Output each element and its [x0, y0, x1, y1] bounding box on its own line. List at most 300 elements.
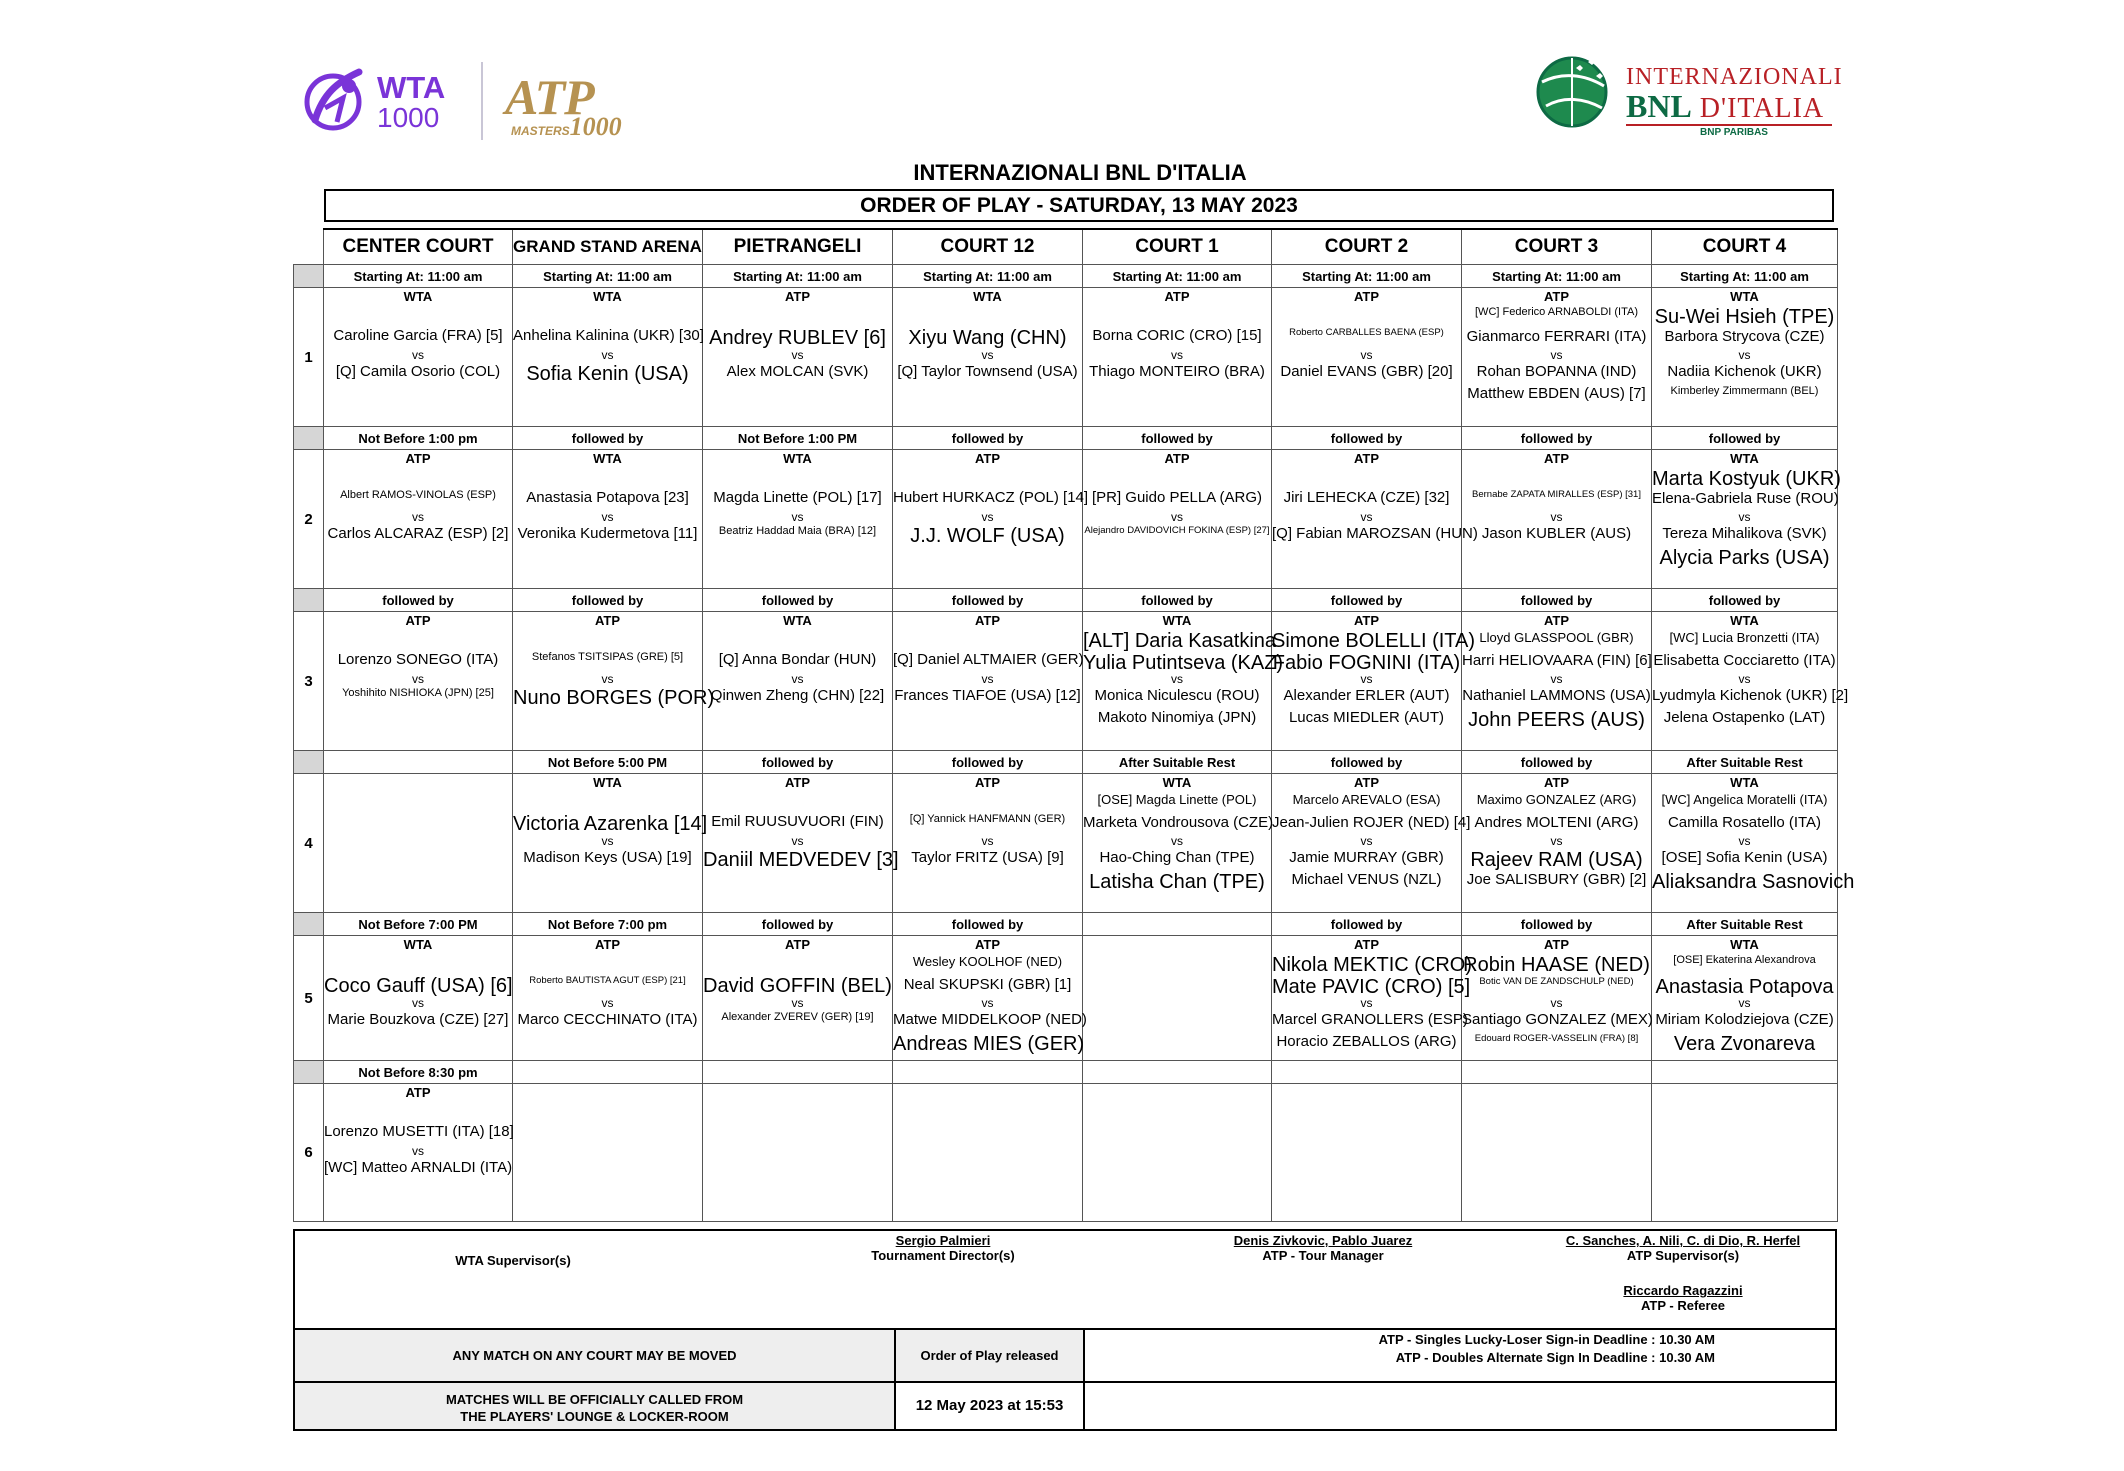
- start-time-cell: followed by: [1652, 427, 1838, 450]
- tour-label: ATP: [1543, 289, 1570, 304]
- match-cell: [513, 936, 703, 1061]
- tour-label: ATP: [784, 775, 811, 790]
- tour-label: ATP: [594, 937, 621, 952]
- match-cell: [703, 1084, 893, 1222]
- match-row: [294, 774, 1838, 913]
- match-cell: [703, 288, 893, 427]
- match-lines: [1462, 953, 1651, 1060]
- released-label-box: [894, 1328, 1085, 1383]
- wta-supervisor-label: WTA Supervisor(s): [455, 1253, 571, 1268]
- start-time-cell: followed by: [893, 751, 1083, 774]
- round-info-row: [294, 427, 1838, 450]
- versus-label: vs: [981, 996, 994, 1010]
- notice-called-line2: THE PLAYERS' LOUNGE & LOCKER-ROOM: [460, 1409, 729, 1424]
- tournament-director: [763, 1233, 1123, 1263]
- player-one: [PR] Guido PELLA (ARG): [1091, 489, 1263, 506]
- match-cell: [1462, 1084, 1652, 1222]
- versus-label: vs: [981, 348, 994, 362]
- match-cell: [893, 936, 1087, 1061]
- atp-masters-1000-logo: [505, 68, 635, 141]
- versus-label: vs: [981, 672, 994, 686]
- match-lines: [1272, 953, 1473, 1060]
- match-cell: [1083, 612, 1284, 751]
- versus-label: vs: [791, 834, 804, 848]
- player-two: Alex MOLCAN (SVK): [726, 363, 869, 380]
- match-cell-inner: [1272, 450, 1478, 588]
- team-one-player-b: Elisabetta Cocciaretto (ITA): [1653, 652, 1836, 669]
- team-two-player-a: Nathaniel LAMMONS (USA): [1462, 687, 1651, 704]
- tour-label: ATP: [1164, 451, 1190, 466]
- team-two-player-b: Alycia Parks (USA): [1659, 547, 1830, 569]
- round-info-spacer: [294, 913, 324, 936]
- start-time-cell: followed by: [703, 913, 893, 936]
- match-cell-inner: [1652, 612, 1849, 750]
- tour-label: ATP: [405, 1085, 431, 1100]
- versus-label: vs: [1738, 996, 1751, 1010]
- wta-player-icon: [303, 64, 373, 136]
- footer: [293, 1229, 1837, 1431]
- round-info-row: [294, 913, 1838, 936]
- start-time-cell: Not Before 1:00 pm: [324, 427, 513, 450]
- match-lines: [513, 791, 708, 912]
- team-one-player-b: Gianmarco FERRARI (ITA): [1466, 328, 1647, 345]
- player-one: Bernabe ZAPATA MIRALLES (ESP) [31]: [1472, 489, 1641, 500]
- team-one-player-b: Camilla Rosatello (ITA): [1667, 814, 1822, 831]
- match-lines: [893, 791, 1082, 912]
- versus-label: vs: [791, 348, 804, 362]
- match-cell: [1083, 450, 1272, 589]
- atp-supervisors-label: ATP Supervisor(s): [1626, 1248, 1740, 1263]
- start-time-cell: followed by: [893, 427, 1083, 450]
- team-one-player-a: Maximo GONZALEZ (ARG): [1476, 792, 1637, 807]
- match-lines: [513, 467, 702, 588]
- team-two-player-a: Lyudmyla Kichenok (UKR) [2]: [1652, 687, 1849, 704]
- tour-label: ATP: [1353, 613, 1380, 628]
- match-cell-inner: [893, 774, 1082, 912]
- player-two: Jason KUBLER (AUS): [1481, 525, 1632, 542]
- document-title: INTERNAZIONALI BNL D'ITALIA: [913, 160, 1247, 185]
- round-number: 3: [294, 612, 324, 751]
- start-time-cell: [1272, 1061, 1462, 1084]
- match-lines: [1652, 305, 1837, 426]
- versus-label: vs: [1738, 834, 1751, 848]
- match-cell: [324, 774, 513, 913]
- match-lines: [1083, 305, 1271, 426]
- match-cell-inner: [1083, 774, 1274, 912]
- team-two-player-b: Matthew EBDEN (AUS) [7]: [1467, 385, 1646, 402]
- match-lines: [1652, 467, 1841, 588]
- player-two: Beatriz Haddad Maia (BRA) [12]: [718, 525, 877, 537]
- tour-label: ATP: [1543, 613, 1570, 628]
- team-one-player-a: Lloyd GLASSPOOL (GBR): [1479, 630, 1634, 645]
- match-lines: [324, 629, 512, 750]
- team-two-player-b: Horacio ZEBALLOS (ARG): [1276, 1033, 1457, 1050]
- match-row: [294, 936, 1838, 1061]
- wta-1000-logo: [303, 64, 463, 140]
- match-cell: [1272, 612, 1476, 751]
- grid-body: [294, 265, 1855, 1222]
- match-cell-inner: [1462, 774, 1651, 912]
- round-info-row: [294, 751, 1838, 774]
- tour-label: WTA: [1730, 451, 1759, 466]
- notice-move: ANY MATCH ON ANY COURT MAY BE MOVED: [452, 1348, 737, 1363]
- team-one-player-b: Anastasia Potapova: [1655, 976, 1834, 998]
- match-cell-inner: [513, 1084, 702, 1221]
- match-lines: [513, 953, 702, 1060]
- start-time-cell: Not Before 7:00 PM: [324, 913, 513, 936]
- bnl-logo-line3: BNP PARIBAS: [1700, 127, 1768, 138]
- bnl-logo-rule: [1626, 124, 1832, 126]
- round-info-spacer: [294, 427, 324, 450]
- team-one-player-a: [WC] Angelica Moratelli (ITA): [1661, 792, 1828, 807]
- versus-label: vs: [1738, 348, 1751, 362]
- team-one-player-a: [OSE] Ekaterina Alexandrova: [1673, 954, 1816, 966]
- team-two-player-a: Miriam Kolodziejova (CZE): [1655, 1011, 1834, 1028]
- match-cell-inner: [1083, 450, 1271, 588]
- released-value-box: [894, 1381, 1085, 1431]
- player-one: Hubert HURKACZ (POL) [14]: [893, 489, 1089, 506]
- player-two: [Q] Taylor Townsend (USA): [897, 363, 1078, 380]
- match-cell-inner: [893, 288, 1082, 426]
- tour-label: WTA: [403, 937, 433, 952]
- court-header: COURT 4: [1652, 229, 1838, 265]
- notice-box-1: [293, 1328, 896, 1383]
- court-header: CENTER COURT: [324, 229, 513, 265]
- match-cell: [1652, 288, 1838, 427]
- team-one-player-b: Elena-Gabriela Ruse (ROU): [1652, 490, 1839, 507]
- team-two-player-a: Nadiia Kichenok (UKR): [1667, 363, 1822, 380]
- player-two: Alexander ZVEREV (GER) [19]: [721, 1011, 874, 1023]
- tour-label: WTA: [783, 613, 812, 628]
- match-cell: [1083, 288, 1272, 427]
- match-cell-inner: [1272, 936, 1473, 1060]
- versus-label: vs: [1550, 672, 1563, 686]
- tour-label: ATP: [1543, 451, 1570, 466]
- match-lines: [1652, 629, 1849, 750]
- player-two: [Q] Camila Osorio (COL): [335, 363, 501, 380]
- match-cell: [324, 288, 513, 427]
- team-one-player-a: [ALT] Daria Kasatkina: [1083, 630, 1277, 652]
- atp-supervisors-names: C. Sanches, A. Nili, C. di Dio, R. Herfel: [1565, 1233, 1801, 1248]
- match-row: [294, 450, 1838, 589]
- team-one-player-a: Su-Wei Hsieh (TPE): [1654, 306, 1835, 328]
- team-one-player-a: [WC] Federico ARNABOLDI (ITA): [1475, 306, 1638, 318]
- notice-called-line1: MATCHES WILL BE OFFICIALLY CALLED FROM: [445, 1392, 744, 1407]
- referee-label: ATP - Referee: [1640, 1298, 1726, 1313]
- versus-label: vs: [601, 348, 614, 362]
- tour-manager: [1133, 1233, 1513, 1263]
- player-one: Emil RUUSUVUORI (FIN): [711, 813, 884, 830]
- tour-label: ATP: [1353, 937, 1380, 952]
- match-cell: [1083, 774, 1272, 913]
- start-time-cell: followed by: [324, 589, 513, 612]
- match-lines: [1083, 467, 1271, 588]
- match-cell: [513, 1084, 703, 1222]
- match-cell-inner: [1462, 1084, 1651, 1221]
- team-one-player-b: Botic VAN DE ZANDSCHULP (NED): [1479, 976, 1634, 987]
- player-one: Borna CORIC (CRO) [15]: [1092, 327, 1262, 344]
- versus-label: vs: [791, 672, 804, 686]
- player-one: Anhelina Kalinina (UKR) [30]: [513, 327, 704, 344]
- atp-supervisors: [1503, 1233, 1863, 1313]
- match-cell-inner: [893, 450, 1089, 588]
- court-header: COURT 1: [1083, 229, 1272, 265]
- team-one-player-a: Marta Kostyuk (UKR): [1652, 468, 1841, 490]
- start-time-cell: followed by: [1272, 427, 1462, 450]
- match-cell-inner: [1462, 612, 1651, 750]
- versus-label: vs: [1171, 510, 1183, 524]
- start-time-cell: [1083, 1061, 1272, 1084]
- player-two: Veronika Kudermetova [11]: [517, 525, 698, 542]
- match-cell-inner: [324, 612, 512, 750]
- versus-label: vs: [412, 672, 424, 686]
- match-lines: [1272, 305, 1461, 426]
- wta-logo-number: 1000: [377, 102, 440, 133]
- start-time-cell: [324, 751, 513, 774]
- versus-label: vs: [981, 510, 994, 524]
- match-cell-inner: [1652, 936, 1837, 1060]
- tour-label: WTA: [1162, 613, 1192, 628]
- player-two: [WC] Matteo ARNALDI (ITA): [324, 1159, 513, 1176]
- player-two: Alejandro DAVIDOVICH FOKINA (ESP) [27]: [1084, 525, 1270, 536]
- match-lines: [324, 953, 512, 1060]
- versus-label: vs: [981, 834, 994, 848]
- match-cell-inner: [513, 450, 702, 588]
- match-cell: [324, 936, 513, 1061]
- team-two-player-a: Jamie MURRAY (GBR): [1289, 849, 1444, 866]
- versus-label: vs: [791, 510, 804, 524]
- match-row: [294, 1084, 1838, 1222]
- match-lines: [1462, 629, 1651, 750]
- team-two-player-a: Marcel GRANOLLERS (ESP): [1272, 1011, 1468, 1028]
- match-cell-inner: [1652, 774, 1855, 912]
- match-lines: [1652, 953, 1837, 1060]
- match-row: [294, 288, 1838, 427]
- team-two-player-b: Andreas MIES (GER): [893, 1033, 1085, 1055]
- match-cell-inner: [703, 774, 899, 912]
- player-one: Victoria Azarenka [14]: [513, 813, 708, 835]
- player-one: [Q] Anna Bondar (HUN): [718, 651, 877, 668]
- tour-label: ATP: [405, 613, 431, 628]
- start-time-cell: Starting At: 11:00 am: [513, 265, 703, 288]
- match-cell: [1272, 936, 1473, 1061]
- blank-footer-box: [1083, 1381, 1837, 1431]
- player-two: Qinwen Zheng (CHN) [22]: [710, 687, 885, 704]
- start-time-cell: [513, 1061, 703, 1084]
- bnl-logo-line2: BNL D'ITALIA: [1626, 88, 1825, 124]
- match-cell: [513, 288, 703, 427]
- team-one-player-b: Neal SKUPSKI (GBR) [1]: [903, 976, 1072, 993]
- versus-label: vs: [791, 996, 804, 1010]
- player-two: [Q] Fabian MAROZSAN (HUN): [1272, 525, 1478, 542]
- corner-cell: [294, 229, 324, 265]
- match-cell: [703, 774, 899, 913]
- team-one-player-b: Harri HELIOVAARA (FIN) [6]: [1462, 652, 1652, 669]
- player-one: Anastasia Potapova [23]: [526, 489, 689, 506]
- match-cell-inner: [324, 774, 512, 912]
- match-cell: [513, 450, 703, 589]
- versus-label: vs: [1360, 510, 1373, 524]
- match-cell: [1083, 1084, 1272, 1222]
- start-time-cell: After Suitable Rest: [1652, 913, 1838, 936]
- tour-label: ATP: [594, 613, 621, 628]
- team-one-player-b: Jean-Julien ROJER (NED) [4]: [1272, 814, 1471, 831]
- versus-label: vs: [1550, 510, 1563, 524]
- start-time-cell: Not Before 5:00 PM: [513, 751, 703, 774]
- match-lines: [703, 467, 892, 588]
- team-two-player-b: Makoto Ninomiya (JPN): [1097, 709, 1257, 726]
- match-cell: [703, 450, 893, 589]
- tour-label: WTA: [783, 451, 812, 466]
- match-lines: [513, 629, 715, 750]
- tournament-director-label: Tournament Director(s): [871, 1248, 1015, 1263]
- player-two: Sofia Kenin (USA): [526, 363, 689, 385]
- team-two-player-b: Michael VENUS (NZL): [1291, 871, 1442, 888]
- match-cell-inner: [1272, 288, 1461, 426]
- start-time-cell: Not Before 7:00 pm: [513, 913, 703, 936]
- match-cell-inner: [1462, 288, 1651, 426]
- team-two-player-b: Aliaksandra Sasnovich: [1652, 871, 1855, 893]
- match-lines: [1272, 467, 1478, 588]
- start-time-cell: followed by: [1652, 589, 1838, 612]
- team-one-player-a: Wesley KOOLHOF (NED): [912, 954, 1063, 969]
- match-cell-inner: [703, 450, 892, 588]
- team-one-player-a: Nikola MEKTIC (CRO): [1272, 954, 1473, 976]
- match-lines: [893, 629, 1082, 750]
- round-number: 1: [294, 288, 324, 427]
- match-cell-inner: [1083, 1084, 1271, 1221]
- match-cell: [513, 774, 708, 913]
- player-two: Daniel EVANS (GBR) [20]: [1280, 363, 1453, 380]
- round-info-row: [294, 1061, 1838, 1084]
- tour-label: ATP: [974, 937, 1001, 952]
- match-cell-inner: [703, 288, 892, 426]
- tour-label: ATP: [1543, 775, 1570, 790]
- match-row: [294, 612, 1838, 751]
- round-info-spacer: [294, 265, 324, 288]
- round-info-spacer: [294, 751, 324, 774]
- versus-label: vs: [412, 1144, 424, 1158]
- match-lines: [324, 305, 512, 426]
- match-cell-inner: [1272, 774, 1471, 912]
- match-lines: [1652, 791, 1855, 912]
- start-time-cell: [1652, 1061, 1838, 1084]
- tour-label: WTA: [1730, 775, 1759, 790]
- start-time-cell: Not Before 8:30 pm: [324, 1061, 513, 1084]
- versus-label: vs: [412, 510, 424, 524]
- player-two: Taylor FRITZ (USA) [9]: [911, 849, 1064, 866]
- start-time-cell: Starting At: 11:00 am: [324, 265, 513, 288]
- match-cell-inner: [703, 612, 892, 750]
- player-two: Thiago MONTEIRO (BRA): [1089, 363, 1265, 380]
- match-cell: [893, 288, 1083, 427]
- deadline-box: [1083, 1328, 1837, 1383]
- bnl-logo-line1: INTERNAZIONALI: [1626, 64, 1843, 90]
- match-cell: [1462, 450, 1652, 589]
- match-cell: [324, 450, 513, 589]
- start-time-cell: followed by: [1083, 589, 1272, 612]
- match-cell-inner: [513, 612, 715, 750]
- tour-label: ATP: [405, 451, 431, 466]
- match-lines: [893, 305, 1082, 426]
- tour-label: ATP: [784, 937, 811, 952]
- player-one: Lorenzo SONEGO (ITA): [337, 651, 499, 668]
- versus-label: vs: [1738, 672, 1751, 686]
- player-two: Yoshihito NISHIOKA (JPN) [25]: [342, 687, 494, 699]
- player-two: Daniil MEDVEDEV [3]: [703, 849, 899, 871]
- match-cell: [1272, 1084, 1462, 1222]
- round-number: 2: [294, 450, 324, 589]
- logo-divider: [481, 62, 483, 140]
- round-number: 6: [294, 1084, 324, 1222]
- round-info-row: [294, 265, 1838, 288]
- match-lines: [703, 305, 892, 426]
- team-two-player-b: John PEERS (AUS): [1468, 709, 1645, 731]
- round-info-spacer: [294, 1061, 324, 1084]
- match-cell: [324, 1084, 513, 1222]
- tour-label: ATP: [974, 613, 1001, 628]
- versus-label: vs: [1171, 672, 1183, 686]
- match-cell-inner: [703, 1084, 892, 1221]
- versus-label: vs: [601, 834, 614, 848]
- player-one: [Q] Yannick HANFMANN (GER): [909, 813, 1066, 825]
- wta-logo-word: WTA: [377, 70, 446, 105]
- versus-label: vs: [1738, 510, 1751, 524]
- player-one: Albert RAMOS-VINOLAS (ESP): [340, 489, 496, 501]
- start-time-cell: followed by: [1462, 751, 1652, 774]
- match-cell-inner: [1083, 612, 1284, 750]
- start-time-cell: followed by: [1083, 427, 1272, 450]
- released-value: 12 May 2023 at 15:53: [915, 1397, 1064, 1414]
- match-cell: [893, 774, 1083, 913]
- match-cell-inner: [1652, 288, 1837, 426]
- tour-label: WTA: [1730, 289, 1759, 304]
- match-cell: [513, 612, 715, 751]
- start-time-cell: After Suitable Rest: [1652, 751, 1838, 774]
- atp-logo-sub: MASTERS1000: [511, 112, 622, 141]
- match-cell-inner: [1272, 612, 1476, 750]
- order-of-play-grid: [293, 228, 1855, 1222]
- tour-label: ATP: [1353, 775, 1380, 790]
- tour-label: WTA: [1730, 613, 1759, 628]
- match-cell: [893, 450, 1089, 589]
- tour-label: ATP: [974, 775, 1001, 790]
- atp-logo-mark: ATP: [505, 69, 594, 125]
- team-one-player-b: Yulia Putintseva (KAZ): [1083, 652, 1284, 674]
- versus-label: vs: [1550, 996, 1563, 1010]
- match-cell: [1652, 774, 1855, 913]
- player-one: [Q] Daniel ALTMAIER (GER): [893, 651, 1084, 668]
- versus-label: vs: [1171, 348, 1183, 362]
- player-one: Lorenzo MUSETTI (ITA) [18]: [324, 1123, 514, 1140]
- tour-label: WTA: [1730, 937, 1759, 952]
- start-time-cell: followed by: [1462, 589, 1652, 612]
- versus-label: vs: [601, 510, 614, 524]
- match-cell-inner: [513, 774, 708, 912]
- tour-label: ATP: [1164, 289, 1190, 304]
- tour-label: ATP: [784, 289, 811, 304]
- player-one: Stefanos TSITSIPAS (GRE) [5]: [531, 651, 684, 663]
- tour-label: WTA: [593, 451, 622, 466]
- match-cell: [1462, 774, 1652, 913]
- team-one-player-a: Simone BOLELLI (ITA): [1272, 630, 1476, 652]
- team-two-player-a: Santiago GONZALEZ (MEX): [1462, 1011, 1653, 1028]
- start-time-cell: [893, 1061, 1083, 1084]
- start-time-cell: followed by: [703, 589, 893, 612]
- player-one: Andrey RUBLEV [6]: [709, 327, 886, 349]
- team-one-player-a: Robin HAASE (NED): [1463, 954, 1650, 976]
- match-cell: [1083, 936, 1272, 1061]
